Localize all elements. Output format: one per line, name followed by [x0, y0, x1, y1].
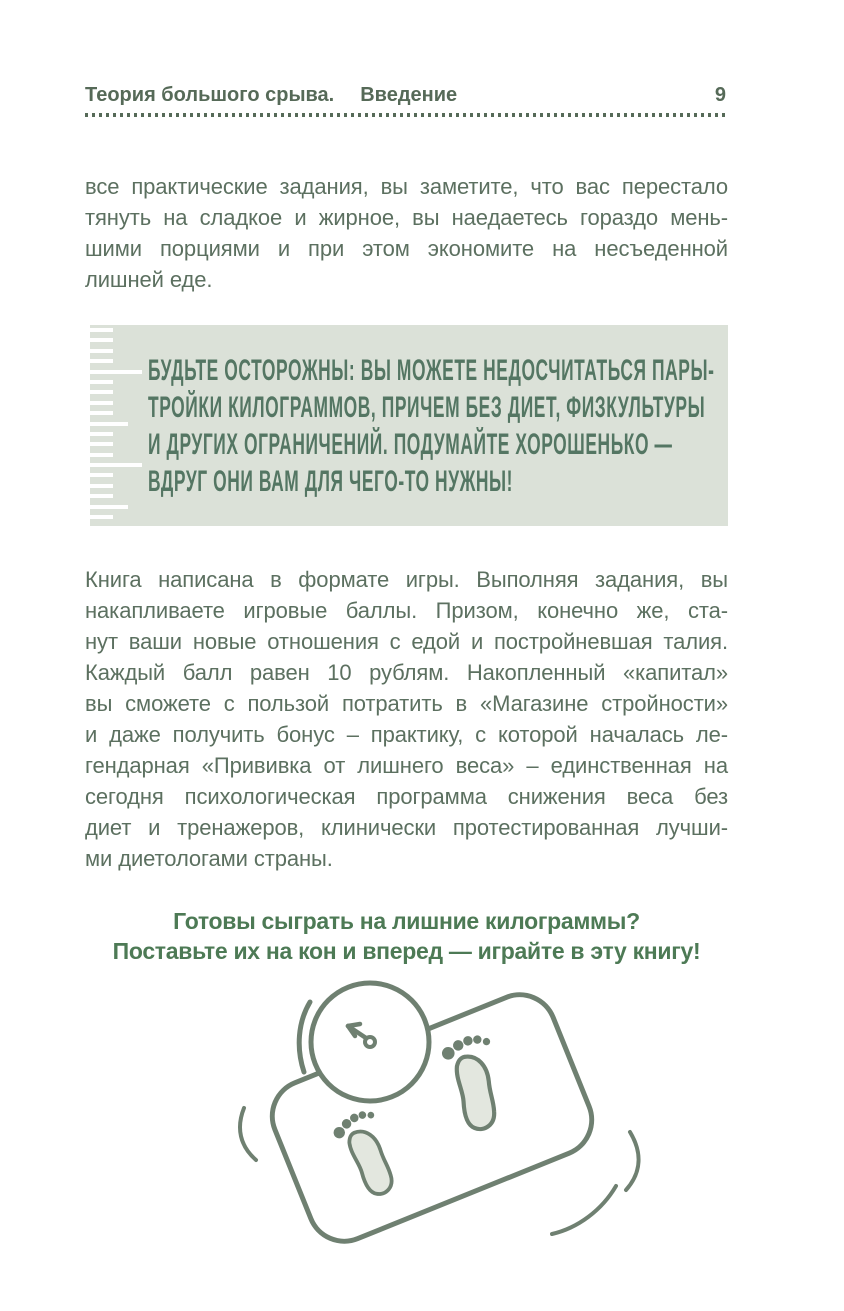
- text-line: нут ваши новые отношения с едой и постройневшая талия.: [85, 629, 728, 654]
- bathroom-scale-illustration: [222, 976, 662, 1261]
- dotted-divider: [85, 113, 728, 117]
- callout-line: БУДЬТЕ ОСТОРОЖНЫ: ВЫ МОЖЕТЕ НЕДОСЧИТАТЬСЯ ПАРЫ-: [148, 354, 715, 387]
- paragraph-main: [85, 564, 728, 874]
- text-line: тянуть на сладкое и жирное, вы наедаетесь гораздо мень-: [85, 205, 728, 230]
- dial-accent-arc: [299, 1002, 310, 1072]
- ruler-icon: [90, 328, 142, 525]
- callout-line: ВДРУГ ОНИ ВАМ ДЛЯ ЧЕГО-ТО НУЖНЫ!: [148, 465, 514, 498]
- callout-line: И ДРУГИХ ОГРАНИЧЕНИЙ. ПОДУМАЙТЕ ХОРОШЕНЬКО —: [148, 428, 673, 461]
- cta-line: Готовы сыграть на лишние килограммы?: [173, 908, 640, 934]
- callout-line: ТРОЙКИ КИЛОГРАММОВ, ПРИЧЕМ БЕЗ ДИЕТ, ФИЗКУЛЬТУРЫ: [148, 391, 706, 424]
- text-line: накапливаете игровые баллы. Призом, конечно же, ста-: [85, 598, 728, 623]
- shadow-arc-left: [240, 1108, 256, 1160]
- chapter-title: Введение: [360, 84, 458, 106]
- text-line: Книга написана в формате игры. Выполняя задания, вы: [85, 567, 728, 592]
- cta-line: Поставьте их на кон и вперед — играйте в эту книгу!: [112, 938, 701, 964]
- warning-callout: [90, 325, 728, 526]
- text-line: сегодня психологическая программа снижения веса без: [85, 784, 728, 809]
- text-line: Каждый балл равен 10 рублям. Накопленный «капитал»: [85, 660, 728, 685]
- shadow-arc-right: [626, 1132, 639, 1190]
- shadow-arc-bottom: [552, 1186, 616, 1234]
- book-title: Теория большого срыва.: [85, 84, 335, 106]
- page-number: 9: [714, 84, 726, 106]
- text-line: ми диетологами страны.: [85, 846, 333, 871]
- text-line: гендарная «Прививка от лишнего веса» – единственная на: [85, 753, 728, 778]
- paragraph-continuation: [85, 171, 728, 295]
- text-line: все практические задания, вы заметите, что вас перестало: [85, 174, 728, 199]
- cta-heading: [85, 906, 728, 966]
- text-line: шими порциями и при этом экономите на несъеденной: [85, 236, 728, 261]
- text-line: диет и тренажеров, клинически протестированная лучши-: [85, 815, 728, 840]
- text-line: вы сможете с пользой потратить в «Магазине стройности»: [85, 691, 728, 716]
- page-header: [85, 84, 728, 110]
- needle-pivot: [365, 1037, 375, 1047]
- text-line: лишней еде.: [85, 267, 213, 292]
- text-line: и даже получить бонус – практику, с которой началась ле-: [85, 722, 728, 747]
- callout-text: [148, 352, 715, 500]
